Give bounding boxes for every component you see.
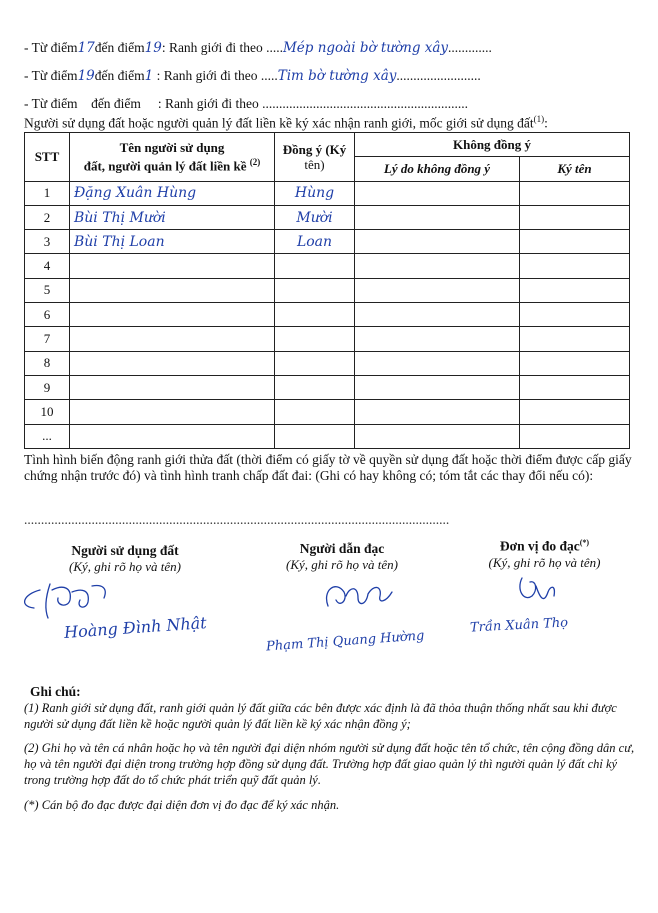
table-row — [25, 181, 630, 205]
row-disagree-sign[interactable] — [520, 205, 630, 229]
row-reason[interactable] — [355, 230, 520, 254]
notes-title: Ghi chú: — [30, 684, 81, 699]
row-reason[interactable] — [355, 400, 520, 424]
row-reason[interactable] — [355, 303, 520, 327]
row-stt: 8 — [25, 351, 70, 375]
table-row — [25, 424, 630, 448]
header-agree: Đồng ý (Ký tên) — [275, 133, 355, 182]
boundary-change-text: Tình hình biến động ranh giới thửa đất (thời điểm có giấy tờ về quyền sử dụng đất hoặc thời điểm được cấp giấy chứng nhận trước đó) và tình hình tranh chấp đất đai: (Ghi có hay không có; tóm tắt các thay đổi nếu có): — [24, 452, 632, 483]
signer-guide: Người dẫn đạc (Ký, ghi rõ họ và tên) — [286, 541, 398, 572]
table-row — [25, 254, 630, 278]
row-name[interactable]: Bùi Thị Loan — [70, 230, 275, 254]
row-stt: 2 — [25, 205, 70, 229]
row-name[interactable] — [70, 400, 275, 424]
intro-text: Người sử dụng đất hoặc người quản lý đất liền kề ký xác nhận ranh giới, mốc giới sử dụng đất$^{(1)}$: — [24, 114, 548, 131]
row-stt: 4 — [25, 254, 70, 278]
row-name[interactable] — [70, 424, 275, 448]
to-point[interactable]: 19 — [144, 40, 162, 56]
row-agree-sign[interactable]: Loan — [275, 230, 355, 254]
row-stt: 7 — [25, 327, 70, 351]
row-agree-sign[interactable] — [275, 327, 355, 351]
boundary-description[interactable]: Tim bờ tường xây — [277, 68, 397, 84]
row-agree-sign[interactable] — [275, 351, 355, 375]
row-disagree-sign[interactable] — [520, 278, 630, 302]
row-stt: 5 — [25, 278, 70, 302]
row-disagree-sign[interactable] — [520, 424, 630, 448]
note-1: (1) Ranh giới sử dụng đất, ranh giới quản lý đất giữa các bên được xác định là đã thỏa thuận thống nhất sau khi được người sử dụng đất liền kề hoặc người quản lý đất liền kề ký xác nhận đồng ý; — [24, 701, 617, 731]
signer-guide-name: Phạm Thị Quang Hường — [265, 628, 425, 655]
row-reason[interactable] — [355, 205, 520, 229]
row-name[interactable] — [70, 278, 275, 302]
row-agree-sign[interactable] — [275, 400, 355, 424]
from-point[interactable]: 19 — [77, 68, 95, 84]
table-row — [25, 351, 630, 375]
signature-guide-mark[interactable] — [318, 576, 408, 618]
row-name[interactable] — [70, 303, 275, 327]
row-name[interactable] — [70, 375, 275, 399]
row-agree-sign[interactable] — [275, 375, 355, 399]
table-row — [25, 278, 630, 302]
note-2: (2) Ghi họ và tên cá nhân hoặc họ và tên người đại diện nhóm người sử dụng đất hoặc tên tổ chức, tên cộng đồng dân cư, họ và tên người đại diện trong trường hợp đồng sử dụng đất. Trường hợp đất giao quản lý thì người quản lý đất chỉ ký trong trường hợp đất do tổ chức phát triển quỹ đất quản lý. — [24, 741, 635, 787]
boundary-line-1: - Từ điểm17đến điểm19: Ranh giới đi theo .....Mép ngoài bờ tường xây............. — [24, 40, 492, 56]
header-disagree: Không đồng ý — [355, 133, 630, 157]
boundary-line-3: - Từ điểm đến điểm : Ranh giới đi theo ............................................................. — [24, 96, 468, 111]
row-disagree-sign[interactable] — [520, 303, 630, 327]
row-disagree-sign[interactable] — [520, 181, 630, 205]
row-agree-sign[interactable] — [275, 254, 355, 278]
note-3: (*) Cán bộ đo đạc được đại diện đơn vị đo đạc để ký xác nhận. — [24, 798, 340, 812]
boundary-description[interactable]: Mép ngoài bờ tường xây — [282, 40, 449, 56]
boundary-line-2: - Từ điểm19đến điểm1 : Ranh giới đi theo .....Tim bờ tường xây......................... — [24, 68, 481, 84]
row-reason[interactable] — [355, 181, 520, 205]
row-name[interactable] — [70, 351, 275, 375]
row-agree-sign[interactable]: Mười — [275, 205, 355, 229]
table-row — [25, 400, 630, 424]
header-name: Tên người sử dụng đất, người quản lý đất liền kề $^{(2)}$ — [70, 133, 275, 182]
header-sign: Ký tên — [520, 157, 630, 181]
row-reason[interactable] — [355, 254, 520, 278]
row-stt: 10 — [25, 400, 70, 424]
table-row — [25, 375, 630, 399]
signature-survey-mark[interactable] — [510, 572, 570, 612]
signer-land-user: Người sử dụng đất (Ký, ghi rõ họ và tên) — [69, 543, 181, 574]
row-disagree-sign[interactable] — [520, 351, 630, 375]
row-name[interactable] — [70, 254, 275, 278]
signer-land-user-name: Hoàng Đình Nhật — [63, 613, 208, 642]
row-stt: 9 — [25, 375, 70, 399]
row-disagree-sign[interactable] — [520, 375, 630, 399]
row-reason[interactable] — [355, 327, 520, 351]
row-stt: 6 — [25, 303, 70, 327]
row-agree-sign[interactable] — [275, 424, 355, 448]
signer-survey-unit: Đơn vị đo đạc(*) (Ký, ghi rõ họ và tên) — [488, 538, 601, 570]
row-disagree-sign[interactable] — [520, 254, 630, 278]
header-stt: STT — [25, 133, 70, 182]
row-name[interactable]: Đặng Xuân Hùng — [70, 181, 275, 205]
row-stt: ... — [25, 424, 70, 448]
row-agree-sign[interactable]: Hùng — [275, 181, 355, 205]
row-reason[interactable] — [355, 375, 520, 399]
change-answer-line[interactable]: .............................................................................................................................. — [24, 512, 450, 527]
signer-survey-name: Trần Xuân Thọ — [469, 615, 569, 636]
row-name[interactable]: Bùi Thị Mười — [70, 205, 275, 229]
table-row — [25, 303, 630, 327]
row-disagree-sign[interactable] — [520, 230, 630, 254]
neighbor-signature-table — [24, 132, 630, 449]
to-point[interactable]: 1 — [144, 68, 154, 84]
header-reason: Lý do không đồng ý — [355, 157, 520, 181]
row-reason[interactable] — [355, 351, 520, 375]
row-stt: 1 — [25, 181, 70, 205]
row-agree-sign[interactable] — [275, 278, 355, 302]
row-disagree-sign[interactable] — [520, 327, 630, 351]
row-reason[interactable] — [355, 278, 520, 302]
table-row — [25, 327, 630, 351]
row-stt: 3 — [25, 230, 70, 254]
row-agree-sign[interactable] — [275, 303, 355, 327]
table-row — [25, 205, 630, 229]
row-name[interactable] — [70, 327, 275, 351]
table-row — [25, 230, 630, 254]
row-disagree-sign[interactable] — [520, 400, 630, 424]
from-point[interactable]: 17 — [77, 40, 95, 56]
row-reason[interactable] — [355, 424, 520, 448]
